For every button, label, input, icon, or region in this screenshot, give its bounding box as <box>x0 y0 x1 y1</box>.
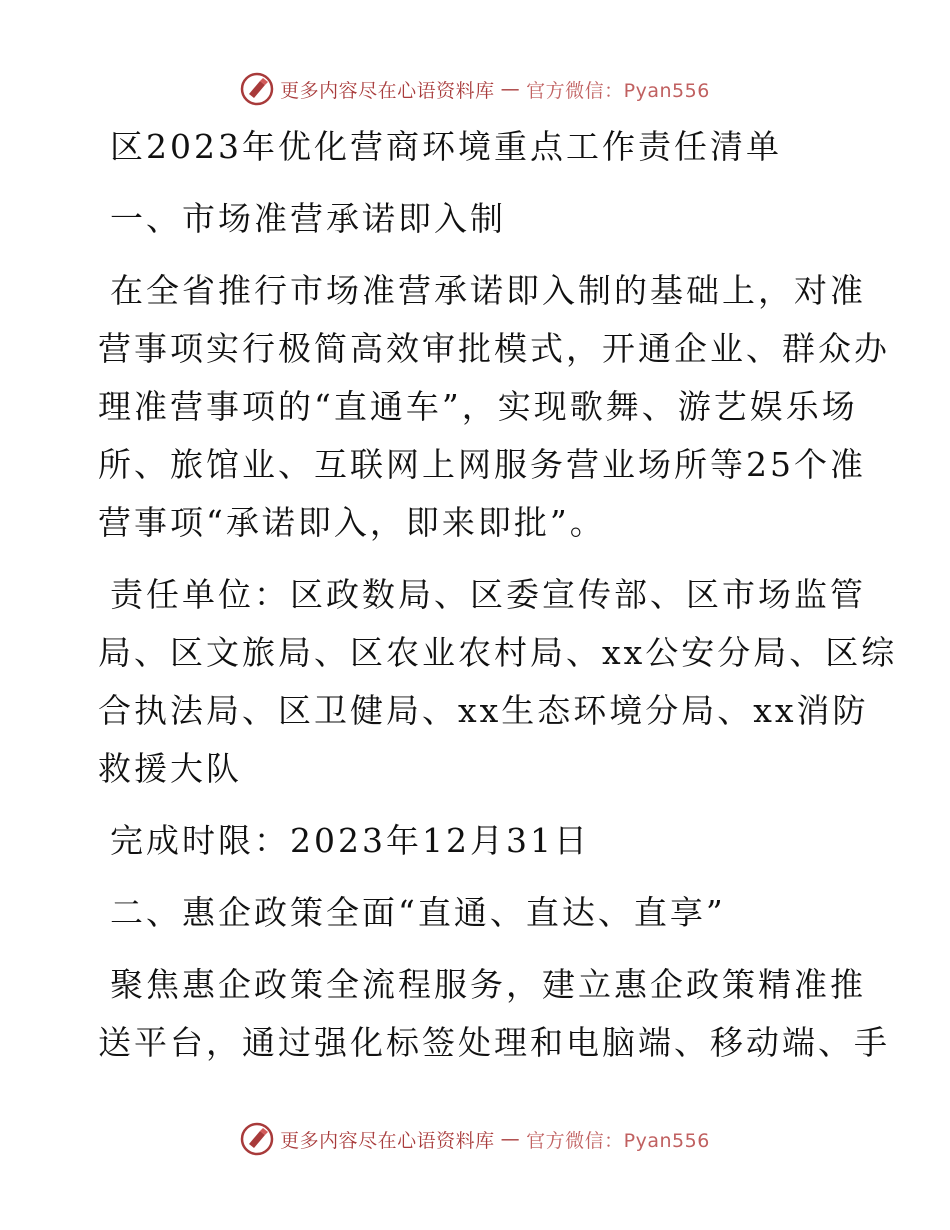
paragraph-line: 在全省推行市场准营承诺即入制的基础上，对准 <box>110 271 866 310</box>
paragraph-line: 救援大队 <box>98 749 242 788</box>
watermark-dash: — <box>500 1128 521 1150</box>
paragraph-line: 责任单位：区政数局、区委宣传部、区市场监管 <box>110 575 866 614</box>
section-heading-2: 二、惠企政策全面“直通、直达、直享” <box>110 893 726 932</box>
paragraph-line: 局、区文旅局、区农业农村局、xx公安分局、区综 <box>98 633 898 672</box>
responsible-units <box>98 566 898 798</box>
watermark-header <box>0 72 950 106</box>
paragraph-line: 送平台，通过强化标签处理和电脑端、移动端、手 <box>98 1023 890 1062</box>
watermark-logo-icon <box>240 72 274 106</box>
watermark-dash: — <box>500 78 521 100</box>
paragraph-line: 聚焦惠企政策全流程服务，建立惠企政策精准推 <box>110 965 866 1004</box>
deadline: 完成时限：2023年12月31日 <box>110 821 590 860</box>
paragraph-line: 营事项“承诺即入，即来即批”。 <box>98 503 606 542</box>
paragraph-line: 所、旅馆业、互联网上网服务营业场所等25个准 <box>98 445 866 484</box>
watermark-main-text: 更多内容尽在心语资料库 <box>280 79 495 102</box>
watermark-logo-icon <box>240 1122 274 1156</box>
document-title: 区2023年优化营商环境重点工作责任清单 <box>110 127 782 166</box>
paragraph-1 <box>98 262 890 552</box>
watermark-accent-text: 官方微信：Pyan556 <box>526 1129 710 1152</box>
document-page <box>98 118 898 1086</box>
paragraph-line: 合执法局、区卫健局、xx生态环境分局、xx消防 <box>98 691 869 730</box>
paragraph-3 <box>98 956 890 1072</box>
watermark-accent-text: 官方微信：Pyan556 <box>526 79 710 102</box>
paragraph-line: 营事项实行极简高效审批模式，开通企业、群众办 <box>98 329 890 368</box>
watermark-footer <box>0 1122 950 1156</box>
paragraph-line: 理准营事项的“直通车”，实现歌舞、游艺娱乐场 <box>98 387 858 426</box>
section-heading-1: 一、市场准营承诺即入制 <box>110 199 506 238</box>
watermark-main-text: 更多内容尽在心语资料库 <box>280 1129 495 1152</box>
